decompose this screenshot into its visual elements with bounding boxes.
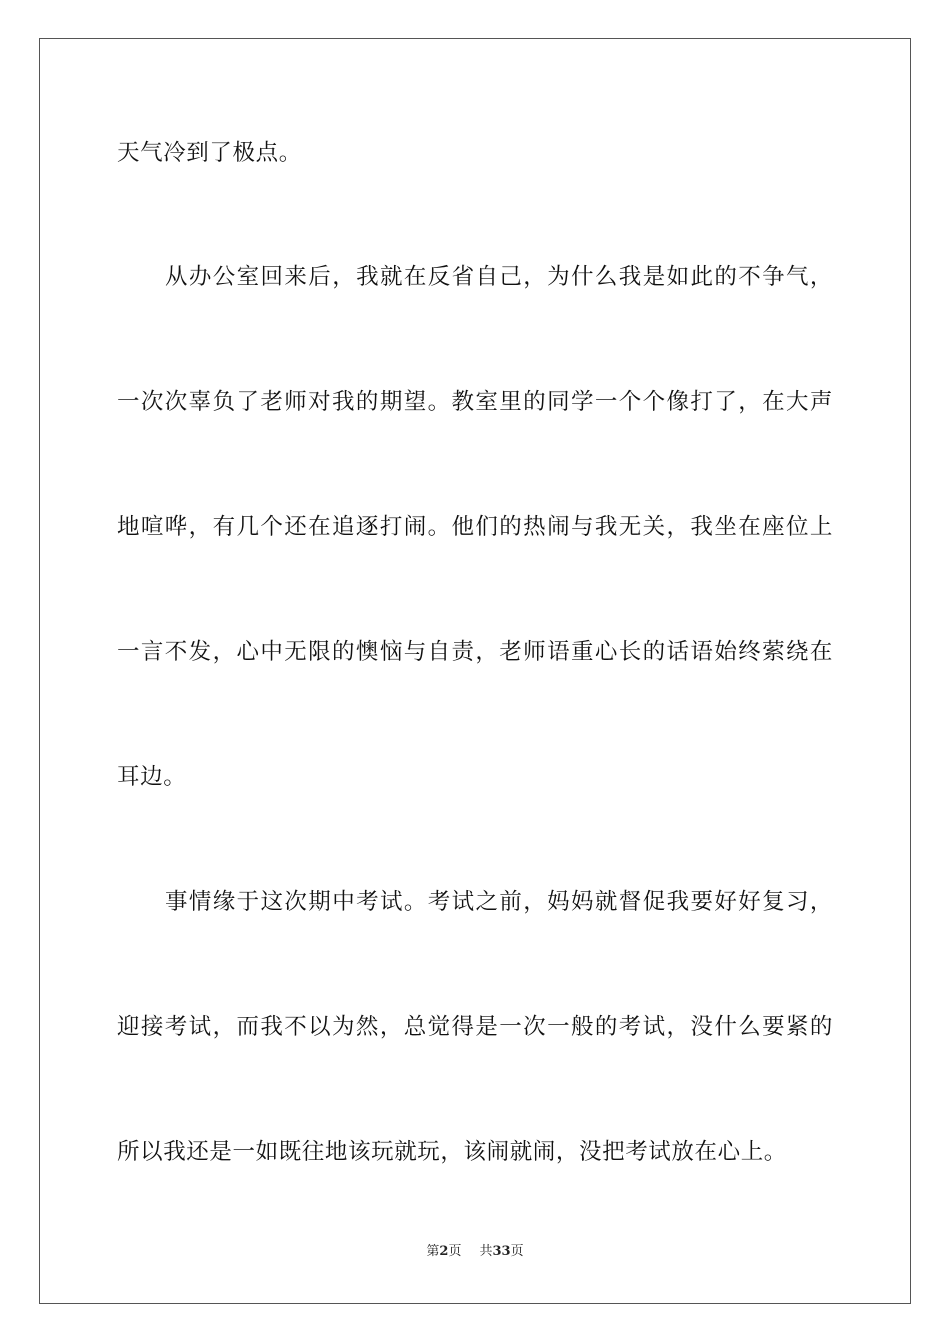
page-total-label: 共33页 <box>479 1244 524 1259</box>
text-line-2: 从办公室回来后，我就在反省自己，为什么我是如此的不争气， <box>165 264 833 290</box>
text-line-6: 耳边。 <box>117 764 187 790</box>
text-line-7: 事情缘于这次期中考试。考试之前，妈妈就督促我要好好复习， <box>165 889 833 915</box>
page-number-label: 第2页 <box>426 1244 462 1259</box>
text-line-1: 天气冷到了极点。 <box>117 140 302 166</box>
page-border <box>39 38 911 1304</box>
text-line-3: 一次次辜负了老师对我的期望。教室里的同学一个个像打了，在大声 <box>117 389 833 415</box>
text-line-4: 地喧哗，有几个还在追逐打闹。他们的热闹与我无关，我坐在座位上 <box>117 514 833 540</box>
page-footer <box>0 1243 950 1261</box>
text-line-8: 迎接考试，而我不以为然，总觉得是一次一般的考试，没什么要紧的 <box>117 1014 833 1040</box>
text-line-9: 所以我还是一如既往地该玩就玩，该闹就闹，没把考试放在心上。 <box>117 1139 787 1165</box>
text-line-5: 一言不发，心中无限的懊恼与自责，老师语重心长的话语始终萦绕在 <box>117 639 833 665</box>
